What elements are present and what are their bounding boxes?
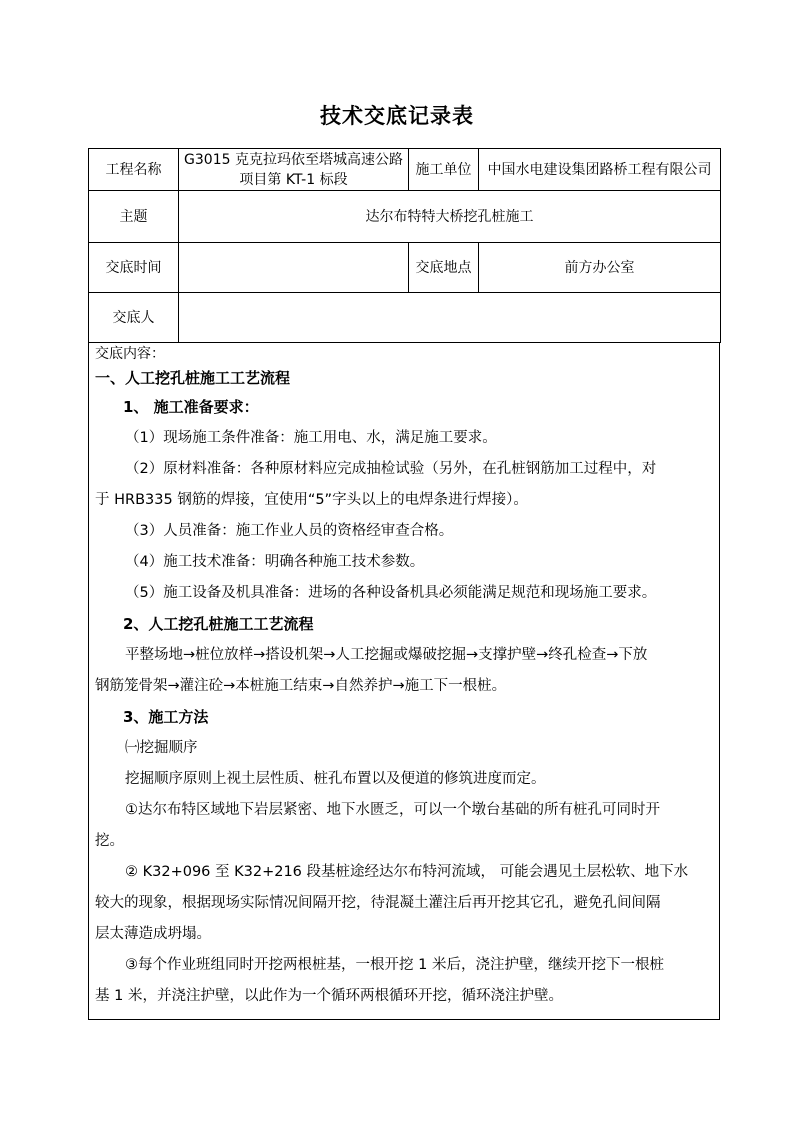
prep-item-5: （5）施工设备及机具准备：进场的各种设备机具必须能满足规范和现场施工要求。: [125, 585, 657, 601]
person-label: 交底人: [89, 293, 179, 343]
content-body: [95, 344, 715, 1012]
person-value: [179, 293, 721, 343]
method-a-title: ㈠挖掘顺序: [125, 740, 198, 756]
project-name-value: [179, 149, 409, 191]
point1-line1: ①达尔布特区域地下岩层紧密、地下水匮乏，可以一个墩台基础的所有桩孔可同时开: [125, 802, 660, 818]
time-value: [179, 243, 409, 293]
method-a-desc: 挖掘顺序原则上视土层性质、桩孔布置以及便道的修筑进度而定。: [125, 771, 546, 787]
point2-line2: 较大的现象，根据现场实际情况间隔开挖，待混凝土灌注后再开挖其它孔，避免孔间间隔: [95, 895, 661, 911]
flow-line2: 钢筋笼骨架→灌注砼→本桩施工结束→自然养护→施工下一根桩。: [95, 678, 507, 694]
sub2-title: 2、人工挖孔桩施工工艺流程: [123, 615, 314, 633]
prep-item-4: （4）施工技术准备：明确各种施工技术参数。: [125, 554, 425, 570]
point3-line2: 基 1 米，并浇注护壁，以此作为一个循环两根循环开挖，循环浇注护壁。: [95, 988, 563, 1004]
project-name-line1: G3015 克克拉玛依至塔城高速公路: [184, 151, 403, 168]
info-table: [88, 148, 721, 343]
point2-line1: ② K32+096 至 K32+216 段基桩途经达尔布特河流域， 可能会遇见土层松软、地下水: [125, 864, 689, 880]
section1-title: 一、人工挖孔桩施工工艺流程: [95, 369, 291, 387]
point1-line2: 挖。: [95, 833, 124, 849]
place-value: 前方办公室: [479, 243, 721, 293]
place-label: 交底地点: [409, 243, 479, 293]
time-label: 交底时间: [89, 243, 179, 293]
unit-label: 施工单位: [409, 149, 479, 191]
flow-line1: 平整场地→桩位放样→搭设机架→人工挖掘或爆破挖掘→支撑护壁→终孔检查→下放: [125, 647, 648, 663]
sub3-title: 3、施工方法: [123, 708, 209, 726]
project-name-line2: 项目第 KT-1 标段: [239, 171, 348, 188]
point3-line1: ③每个作业班组同时开挖两根桩基，一根开挖 1 米后，浇注护壁，继续开挖下一根桩: [125, 957, 664, 973]
project-name-label: 工程名称: [89, 149, 179, 191]
table-row: [89, 293, 721, 343]
document-title: 技术交底记录表: [320, 103, 474, 128]
prep-item-1: （1）现场施工条件准备：施工用电、水，满足施工要求。: [125, 430, 497, 446]
prep-item-2-line2: 于 HRB335 钢筋的焊接，宜使用“5”字头以上的电焊条进行焊接）。: [95, 492, 528, 508]
table-row: [89, 149, 721, 191]
content-label: 交底内容：: [95, 346, 165, 362]
table-row: [89, 243, 721, 293]
subject-value: 达尔布特特大桥挖孔桩施工: [179, 191, 721, 243]
subject-label: 主题: [89, 191, 179, 243]
sub1-title: 1、 施工准备要求：: [123, 398, 259, 416]
table-row: [89, 191, 721, 243]
prep-item-2-line1: （2）原材料准备：各种原材料应完成抽检试验（另外，在孔桩钢筋加工过程中，对: [125, 461, 657, 477]
point2-line3: 层太薄造成坍塌。: [95, 926, 211, 942]
unit-value: 中国水电建设集团路桥工程有限公司: [479, 149, 721, 191]
prep-item-3: （3）人员准备：施工作业人员的资格经审查合格。: [125, 523, 454, 539]
